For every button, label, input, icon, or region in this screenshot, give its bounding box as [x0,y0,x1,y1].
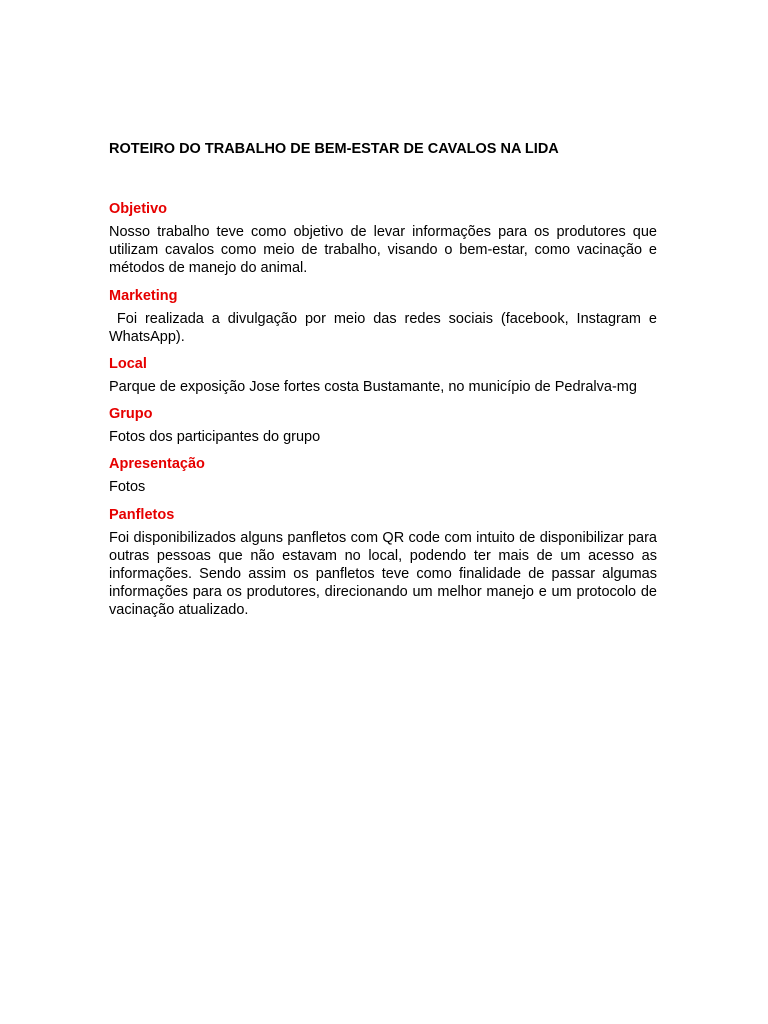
section-body: Parque de exposição Jose fortes costa Bustamante, no município de Pedralva-mg [109,379,637,396]
section-objetivo [109,199,657,278]
section-grupo [109,404,657,446]
section-panfletos [109,505,657,620]
section-heading: Objetivo [109,201,168,217]
section-local [109,354,657,396]
section-heading: Panfletos [109,506,175,523]
section-heading: Marketing [109,287,178,304]
section-body: Fotos dos participantes do grupo [109,429,321,446]
document-page [109,139,662,628]
section-heading: Apresentação [109,456,205,473]
document-title: ROTEIRO DO TRABALHO DE BEM-ESTAR DE CAVALOS NA LIDA [109,141,559,157]
section-heading: Grupo [109,406,153,423]
section-apresentacao [109,454,657,496]
section-heading: Local [109,356,147,373]
section-body: Foi realizada a divulgação por meio das redes sociais (facebook, Instagram e WhatsApp). [109,310,662,345]
section-marketing [109,286,662,346]
section-body: Nosso trabalho teve como objetivo de levar informações para os produtores que utilizam cavalos como meio de trabalho, visando o bem-estar, como vacinação e métodos de manejo do animal. [109,224,657,277]
section-body: Fotos [109,479,146,496]
section-body: Foi disponibilizados alguns panfletos com QR code com intuito de disponibilizar para outras pessoas que não estavam no local, podendo ter mais de um acesso as informações. Sendo assim os panfletos teve como finalidade de passar algumas informações para os produtores, direcionando um melhor manejo e um protocolo de vacinação atualizado. [109,529,657,619]
